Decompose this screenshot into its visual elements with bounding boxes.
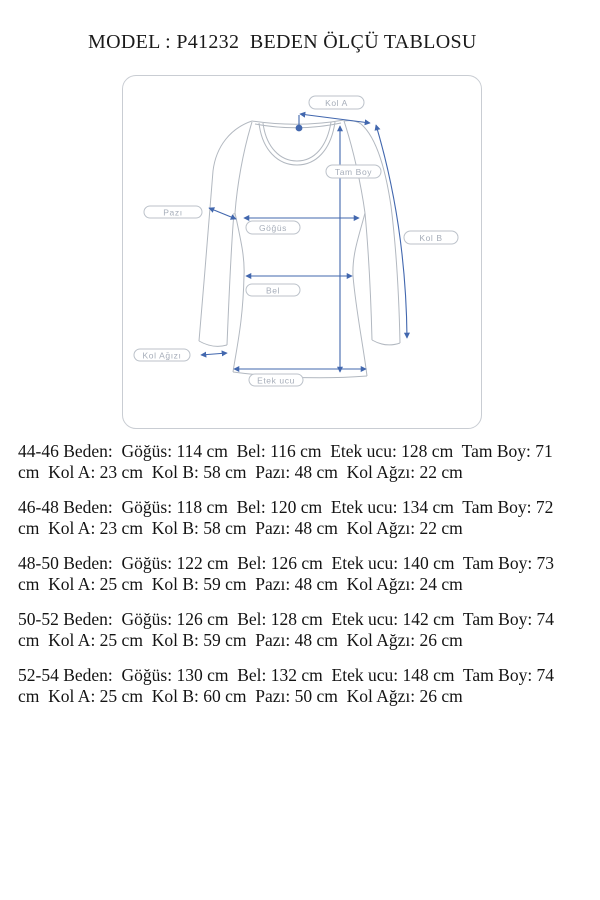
measurement: Pazı: 48 cm <box>246 630 338 650</box>
measurement: Bel: 120 cm <box>227 497 323 517</box>
measurement: Kol A: 25 cm <box>39 630 143 650</box>
svg-text:Bel: Bel <box>265 285 281 296</box>
measurement: Kol A: 25 cm <box>39 686 143 706</box>
svg-text:Kol A: Kol A <box>325 98 348 108</box>
measurement: Pazı: 48 cm <box>246 574 338 594</box>
size-table <box>0 441 600 721</box>
etek-ucu-label-pill <box>249 374 303 386</box>
measurement: Pazı: 50 cm <box>246 686 338 706</box>
neck-center-dot <box>296 125 303 132</box>
size-label: 46-48 Beden: <box>18 497 113 517</box>
kol-agzi-measure-line <box>201 353 227 355</box>
measurement: Bel: 132 cm <box>228 665 323 685</box>
measurement: Göğüs: 118 cm <box>112 497 228 517</box>
diagram-labels <box>134 96 458 386</box>
measurement: Kol A: 25 cm <box>39 574 143 594</box>
measurement: Etek ucu: 142 cm <box>322 609 455 629</box>
measurement: Göğüs: 122 cm <box>112 553 229 573</box>
measurement: Etek ucu: 140 cm <box>322 553 455 573</box>
measurement: Tam Boy: 71 cm <box>18 441 558 482</box>
measurement: Pazı: 48 cm <box>246 518 338 538</box>
garment-diagram-svg <box>123 76 481 428</box>
size-row <box>18 609 578 651</box>
svg-text:Pazı: Pazı <box>163 207 183 218</box>
size-label: 48-50 Beden: <box>18 553 113 573</box>
size-label: 50-52 Beden: <box>18 609 113 629</box>
size-row <box>18 497 578 539</box>
svg-text:Etek ucu: Etek ucu <box>257 375 295 386</box>
bel-label-pill <box>246 284 300 296</box>
measurement: Pazı: 48 cm <box>246 462 338 482</box>
measurement: Kol Ağzı: 26 cm <box>337 686 463 706</box>
measurement: Bel: 126 cm <box>228 553 323 573</box>
kol-b-measure-line <box>376 125 407 338</box>
measurement: Kol B: 58 cm <box>142 518 247 538</box>
measurement: Bel: 128 cm <box>228 609 323 629</box>
measurement: Kol Ağzı: 22 cm <box>337 462 463 482</box>
size-label: 52-54 Beden: <box>18 665 113 685</box>
measurement: Kol A: 23 cm <box>39 462 143 482</box>
measurement: Etek ucu: 134 cm <box>322 497 454 517</box>
measurement: Tam Boy: 73 cm <box>18 553 559 594</box>
kol-b-label-pill <box>404 231 458 244</box>
measurement: Kol B: 60 cm <box>142 686 247 706</box>
pazi-label-pill <box>144 206 202 218</box>
svg-text:Göğüs: Göğüs <box>258 223 288 233</box>
tam-boy-label-pill <box>326 165 381 178</box>
measurement: Göğüs: 130 cm <box>112 665 229 685</box>
measurement: Kol Ağzı: 22 cm <box>337 518 463 538</box>
measurement: Kol B: 59 cm <box>142 574 247 594</box>
measurement: Kol A: 23 cm <box>39 518 143 538</box>
svg-text:Kol B: Kol B <box>419 233 443 243</box>
measurement: Kol B: 59 cm <box>142 630 247 650</box>
page-title: MODEL : P41232 BEDEN ÖLÇÜ TABLOSU <box>88 31 477 53</box>
svg-text:Tam Boy: Tam Boy <box>334 167 373 177</box>
size-row <box>18 665 578 707</box>
measurement: Tam Boy: 74 cm <box>18 609 559 650</box>
measurement: Kol Ağzı: 24 cm <box>337 574 463 594</box>
measurement: Göğüs: 114 cm <box>112 441 228 461</box>
measurement-diagram <box>122 75 482 429</box>
measurement: Etek ucu: 148 cm <box>322 665 455 685</box>
measurement: Tam Boy: 72 cm <box>18 497 558 538</box>
size-row <box>18 553 578 595</box>
measurement: Kol B: 58 cm <box>142 462 247 482</box>
size-row <box>18 441 578 483</box>
measurement: Göğüs: 126 cm <box>112 609 229 629</box>
pazi-measure-line <box>209 208 236 219</box>
gogus-label-pill <box>246 221 300 234</box>
measurement: Kol Ağzı: 26 cm <box>337 630 463 650</box>
garment-outline <box>199 120 400 378</box>
measurement: Etek ucu: 128 cm <box>321 441 454 461</box>
svg-text:Kol Ağızı: Kol Ağızı <box>142 350 182 361</box>
measurement: Bel: 116 cm <box>227 441 322 461</box>
measurement: Tam Boy: 74 cm <box>18 665 559 706</box>
kol-a-label-pill <box>309 96 364 109</box>
kol-agzi-label-pill <box>134 349 190 361</box>
size-label: 44-46 Beden: <box>18 441 113 461</box>
